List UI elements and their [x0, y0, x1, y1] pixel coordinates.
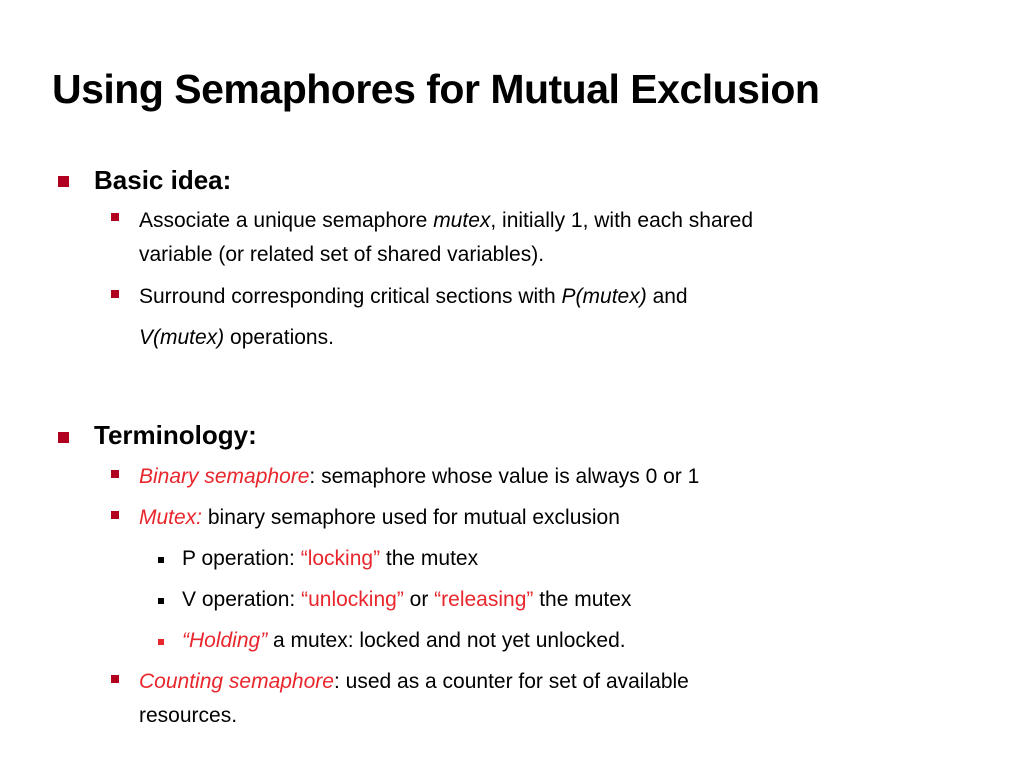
binary-semaphore-def: : semaphore whose value is always 0 or 1 — [309, 465, 700, 488]
v-operation-mid: or — [403, 588, 435, 611]
square-bullet-icon — [111, 675, 119, 683]
associate-line-2 — [139, 243, 544, 267]
counting-semaphore-line-2 — [139, 704, 237, 728]
v-operation-pre: V operation: — [182, 588, 302, 611]
counting-semaphore-line — [139, 670, 689, 694]
square-bullet-icon — [158, 557, 164, 563]
square-bullet-icon — [58, 176, 69, 187]
basic-idea-heading-text: Basic idea: — [94, 165, 232, 195]
v-operation-line — [182, 588, 631, 612]
mutex-label: Mutex: — [139, 506, 203, 529]
terminology-heading-text: Terminology: — [94, 420, 257, 450]
binary-semaphore-line — [139, 465, 699, 489]
associate-line — [139, 209, 753, 233]
holding-quote: “Holding” — [182, 629, 268, 652]
holding-def: a mutex: locked and not yet unlocked. — [267, 629, 626, 652]
holding-line — [182, 629, 626, 653]
surround-line — [139, 285, 688, 309]
v-mutex-term: V(mutex) — [139, 326, 225, 349]
square-bullet-icon — [58, 432, 69, 443]
locking-quote: “locking” — [300, 547, 381, 570]
mutex-line — [139, 506, 620, 530]
associate-pre: Associate a unique semaphore — [139, 209, 434, 232]
counting-semaphore-term: Counting semaphore — [139, 670, 334, 693]
surround-pre: Surround corresponding critical sections with — [139, 285, 562, 308]
square-bullet-icon — [111, 213, 119, 221]
p-operation-pre: P operation: — [182, 547, 301, 570]
counting-semaphore-def: : used as a counter for set of available — [333, 670, 689, 693]
surround-line-2 — [139, 326, 334, 350]
square-bullet-icon — [111, 470, 119, 478]
p-operation-line — [182, 547, 478, 571]
associate-post: , initially 1, with each shared — [490, 209, 754, 232]
unlocking-quote: “unlocking” — [301, 588, 404, 611]
slide-title: Using Semaphores for Mutual Exclusion — [52, 66, 820, 112]
square-bullet-icon — [111, 290, 119, 298]
square-bullet-icon — [158, 598, 164, 604]
p-mutex-term: P(mutex) — [561, 285, 647, 308]
mutex-def: binary semaphore used for mutual exclusion — [202, 506, 620, 529]
square-bullet-icon — [158, 639, 164, 645]
basic-idea-heading — [94, 165, 231, 196]
binary-semaphore-term: Binary semaphore — [139, 465, 310, 488]
square-bullet-icon — [111, 511, 119, 519]
surround-mid: and — [646, 285, 688, 308]
p-operation-post: the mutex — [380, 547, 479, 570]
v-operation-post: the mutex — [533, 588, 632, 611]
surround-post: operations. — [224, 326, 334, 349]
associate-line2-text: variable (or related set of shared variables). — [139, 243, 545, 266]
counting-semaphore-line2-text: resources. — [139, 704, 238, 727]
releasing-quote: “releasing” — [434, 588, 534, 611]
mutex-term: mutex — [433, 209, 491, 232]
terminology-heading — [94, 420, 257, 451]
